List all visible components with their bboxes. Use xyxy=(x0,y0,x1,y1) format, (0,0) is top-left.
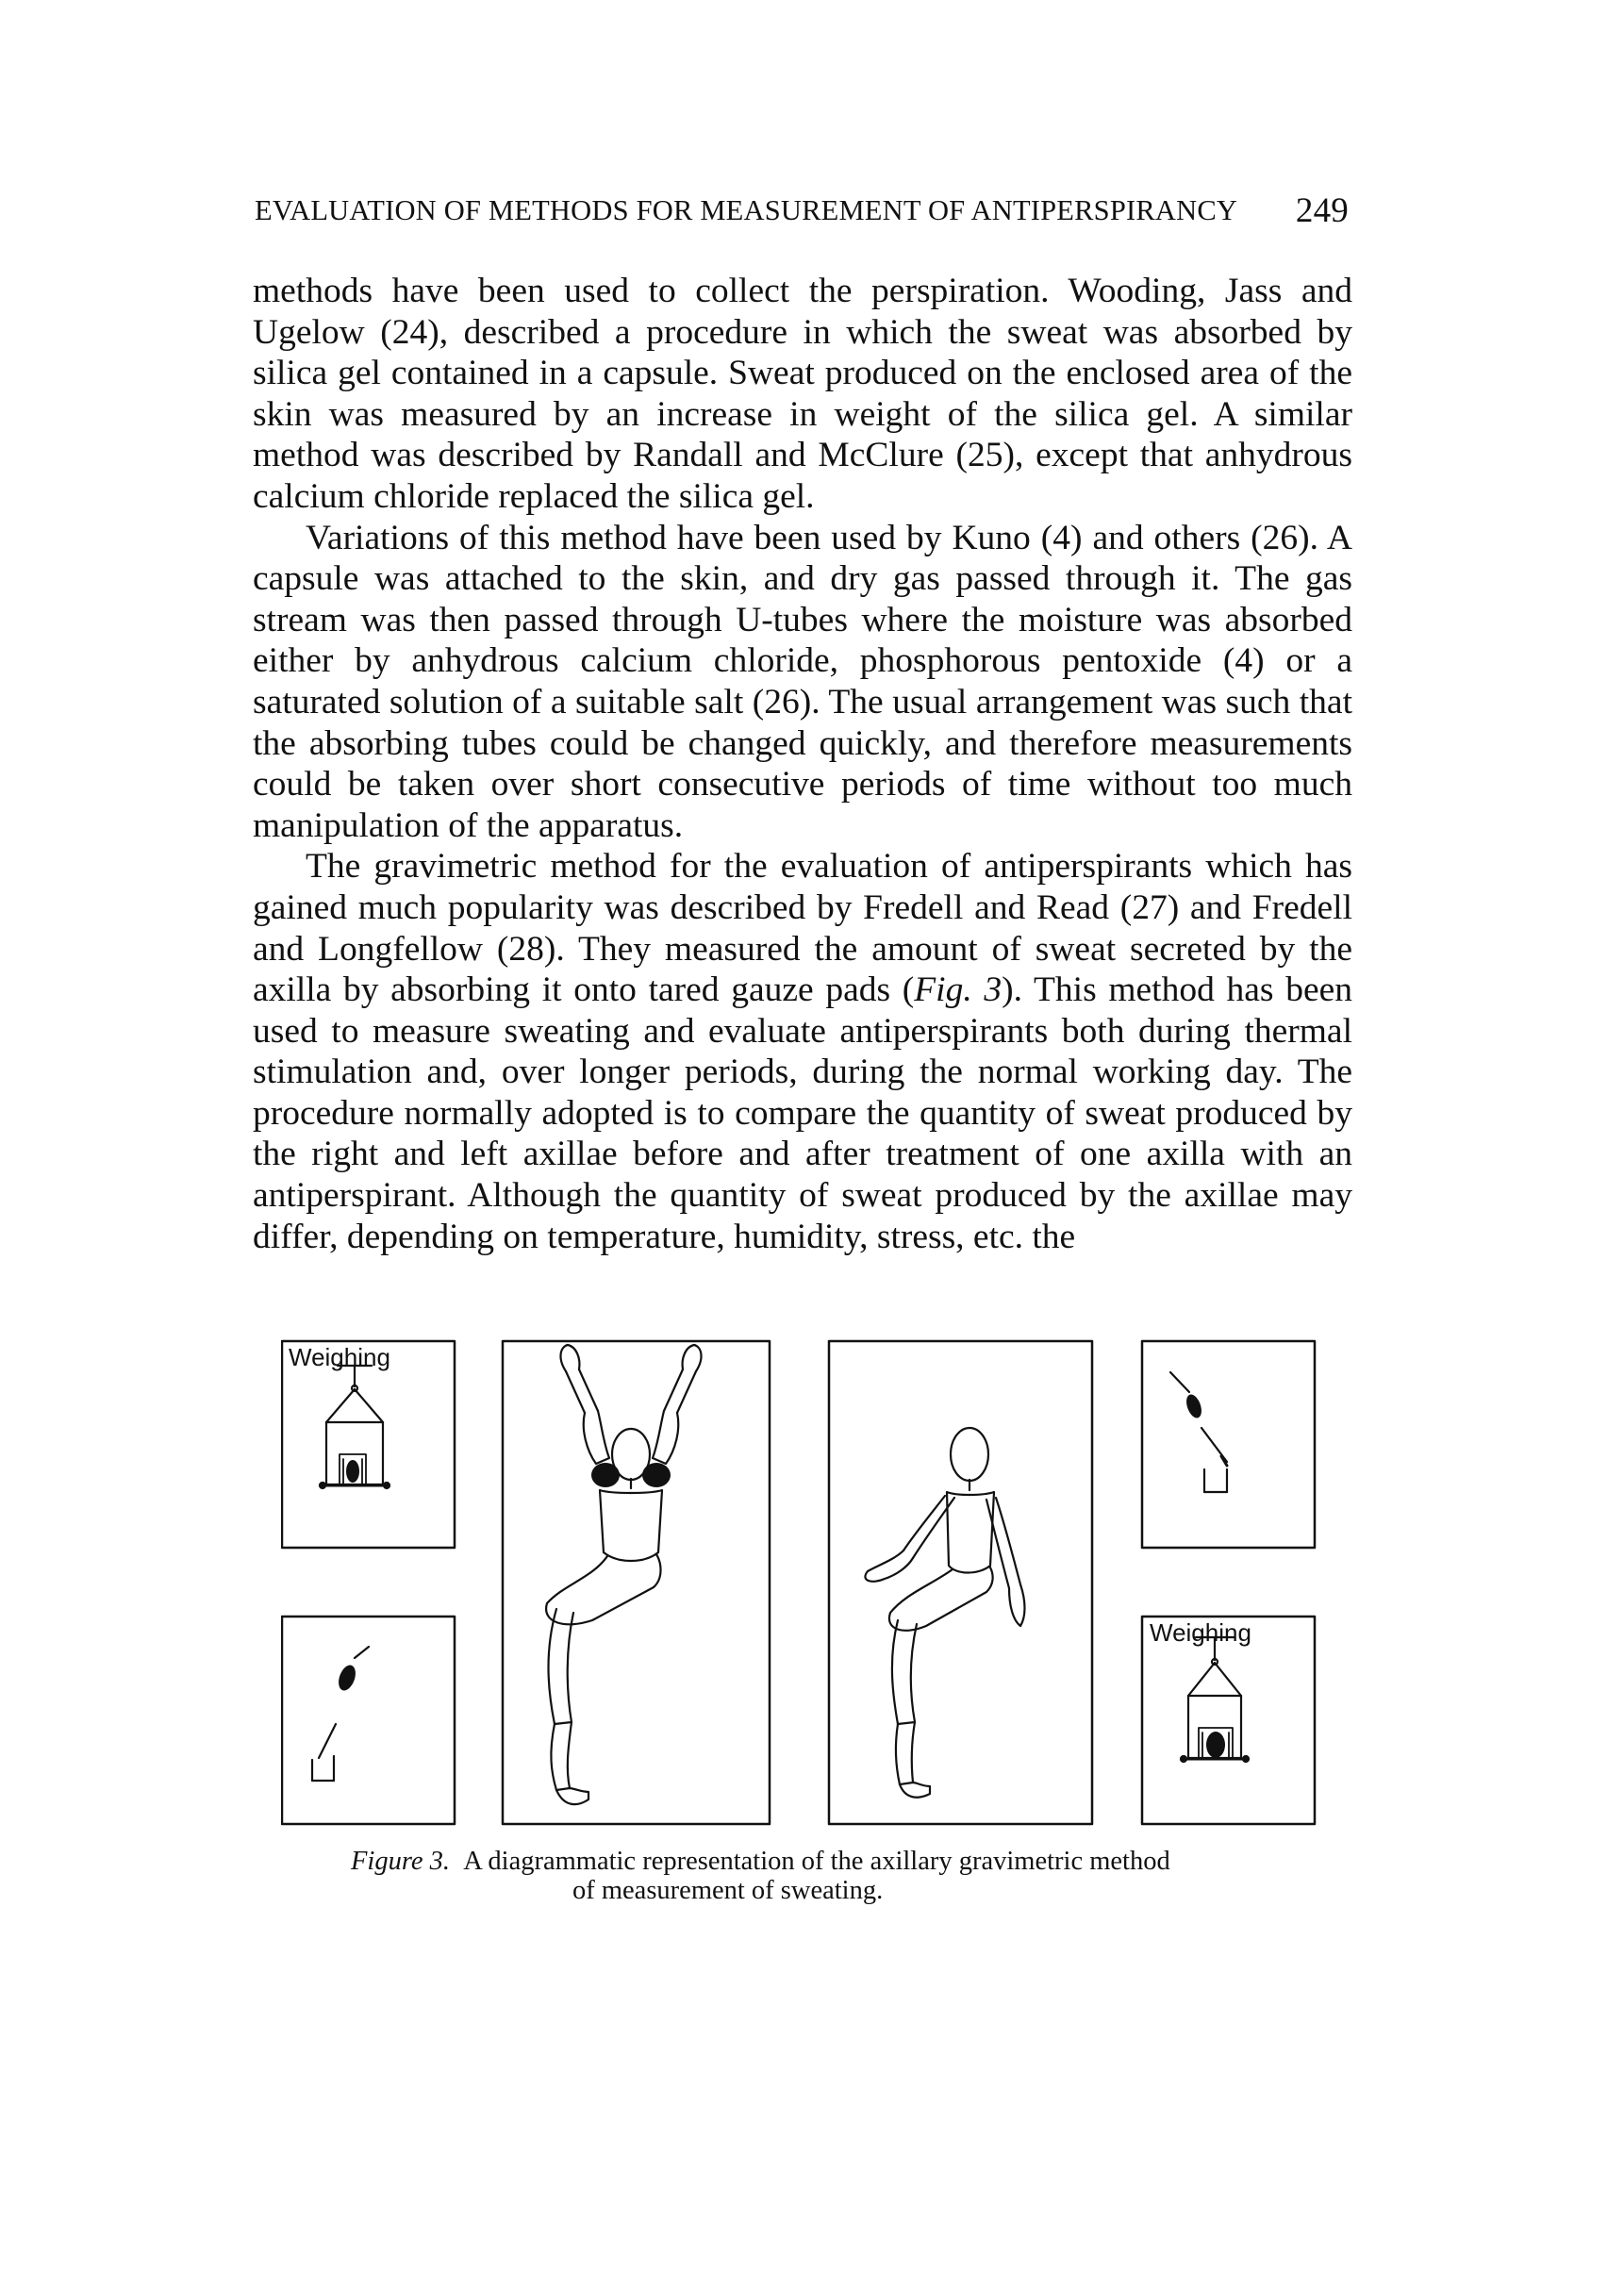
panel-arms-down xyxy=(829,1341,1092,1824)
running-head-title: EVALUATION OF METHODS FOR MEASUREMENT OF ANTIPERSPIRANCY xyxy=(255,194,1238,226)
running-head xyxy=(255,191,1349,240)
paragraph-3 xyxy=(253,846,1352,1257)
paragraph-3-text-a: The gravimetric method for the evaluation of antiperspirants which has gained much popularity was described by Fredell and Read (27) and Fredell and Longfellow (28). They measured the amount of sweat secreted by the axilla by absorbing it onto tared gauze pads ( xyxy=(253,847,1352,1010)
weighing-label-left: Weighing xyxy=(289,1343,390,1371)
panel-pad-to-container-right xyxy=(1142,1341,1315,1548)
panel-arms-raised xyxy=(503,1341,770,1824)
figure-caption xyxy=(351,1847,1294,1905)
figure-3 xyxy=(281,1337,1339,1849)
body-text xyxy=(253,271,1352,1257)
paragraph-1: methods have been used to collect the perspiration. Wooding, Jass and Ugelow (24), described a procedure in which the sweat was absorbed by silica gel contained in a capsule. Sweat produced on the enclosed area of the skin was measured by an increase in weight of the silica gel. A similar method was described by Randall and McClure (25), except that anhydrous calcium chloride replaced the silica gel. xyxy=(253,272,1352,516)
panel-weighing-after xyxy=(1142,1617,1315,1824)
weighing-label-right: Weighing xyxy=(1150,1618,1251,1647)
paragraph-3-text-b: ). This method has been used to measure sweating and evaluate antiperspirants both during thermal stimulation and, over longer periods, during the normal working day. The procedure normally adopted is to compare the quantity of sweat produced by the right and left axillae before and after treatment of one axilla with an antiperspirant. Although the quantity of sweat produced by the axillae may differ, depending on temperature, humidity, stress, etc. the xyxy=(253,970,1352,1256)
figure-reference: Fig. 3 xyxy=(914,970,1003,1010)
panel-pad-to-container-left xyxy=(282,1617,455,1824)
figure-3-drawing xyxy=(281,1337,1339,1849)
paragraph-2: Variations of this method have been used by Kuno (4) and others (26). A capsule was attached to the skin, and dry gas passed through it. The gas stream was then passed through U-tubes where the moisture was absorbed either by anhydrous calcium chloride, phosphorous pentoxide (4) or a saturated solution of a suitable salt (26). The usual arrangement was such that the absorbing tubes could be changed quickly, and therefore measurements could be taken over short consecutive periods of time without too much manipulation of the apparatus. xyxy=(253,518,1352,845)
caption-line-2: of measurement of sweating. xyxy=(572,1876,884,1905)
caption-label: Figure 3. xyxy=(351,1847,451,1876)
page-number: 249 xyxy=(1295,191,1349,230)
caption-line-1: A diagrammatic representation of the axillary gravimetric method xyxy=(463,1847,1170,1876)
